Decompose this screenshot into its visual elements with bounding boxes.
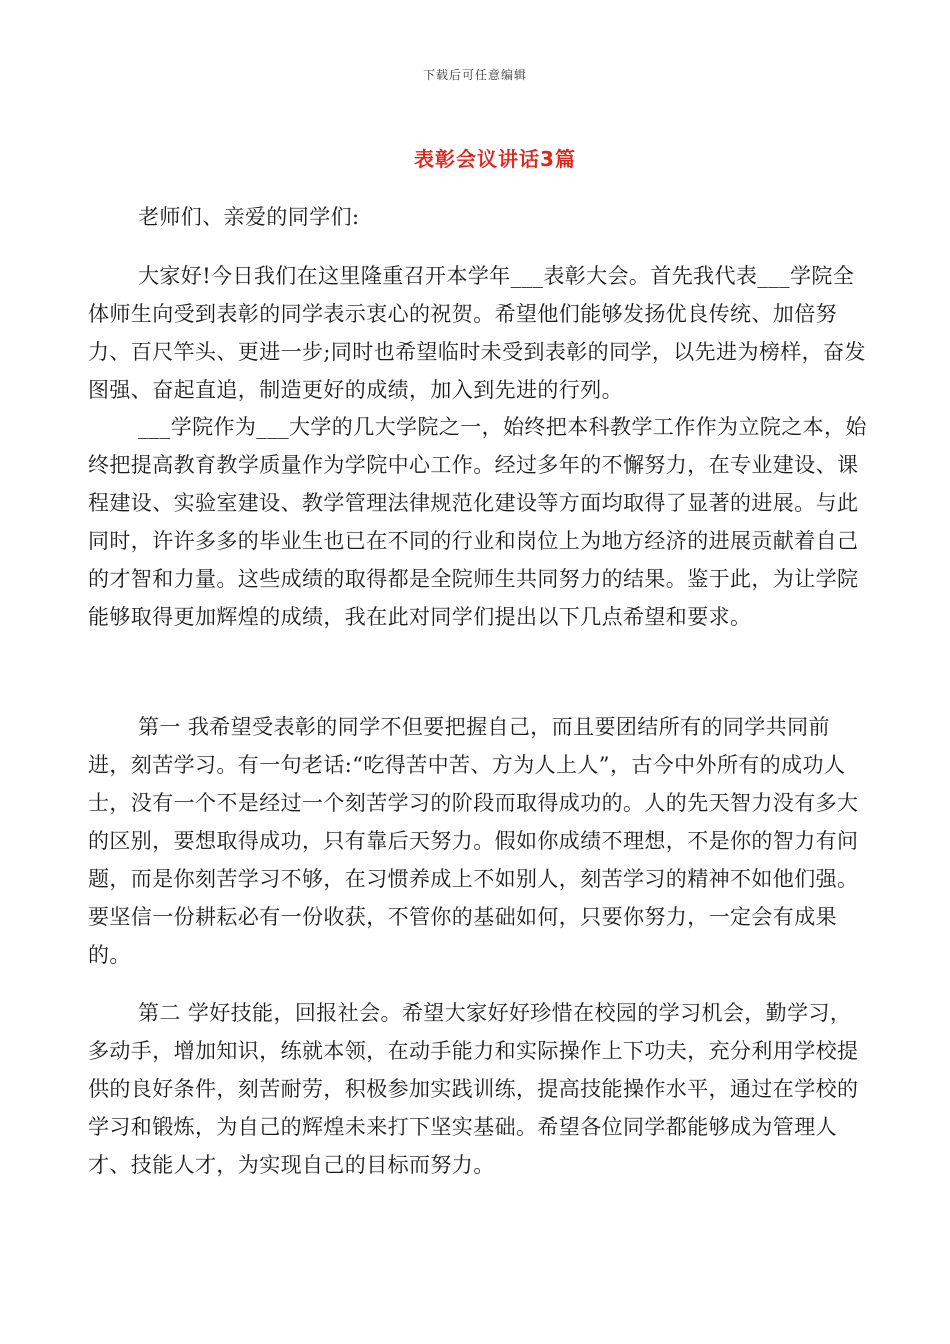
document-title: 表彰会议讲话3篇 [414, 147, 576, 171]
paragraph-3: 第一 我希望受表彰的同学不但要把握自己，而且要团结所有的同学共同前进，刻苦学习。有一句老话:“吃得苦中苦、方为人上人”，古今中外所有的成功人士，没有一个不是经过一个刻苦学习的阶段而取得成功的。人的先天智力没有多大的区别，要想取得成功，只有靠后天努力。假如你成绩不理想，不是你的智力有问题，而是你刻苦学习不够，在习惯养成上不如别人，刻苦学习的精神不如他们强。要坚信一份耕耘必有一份收获，不管你的基础如何，只要你努力，一定会有成果的。 [88, 715, 859, 967]
greeting: 老师们、亲爱的同学们: [138, 205, 360, 229]
paragraph-2: ___学院作为___大学的几大学院之一，始终把本科教学工作作为立院之本，始终把提高教育教学质量作为学院中心工作。经过多年的不懈努力，在专业建设、课程建设、实验室建设、教学管理法律规范化建设等方面均取得了显著的进展。与此同时，许许多多的毕业生也已在不同的行业和岗位上为地方经济的进展贡献着自己的才智和力量。这些成绩的取得都是全院师生共同努力的结果。鉴于此，为让学院能够取得更加辉煌的成绩，我在此对同学们提出以下几点希望和要求。 [88, 415, 867, 629]
header-note: 下载后可任意编辑 [422, 68, 527, 82]
paragraph-4: 第二 学好技能，回报社会。希望大家好好珍惜在校园的学习机会，勤学习，多动手，增加知识，练就本领，在动手能力和实际操作上下功夫，充分利用学校提供的良好条件，刻苦耐劳，积极参加实践训练，提高技能操作水平，通过在学校的学习和锻炼，为自己的辉煌未来打下坚实基础。希望各位同学都能够成为管理人才、技能人才，为实现自己的目标而努力。 [88, 1001, 859, 1177]
paragraph-1: 大家好!今日我们在这里隆重召开本学年___表彰大会。首先我代表___学院全体师生向受到表彰的同学表示衷心的祝贺。希望他们能够发扬优良传统、加倍努力、百尺竿头、更进一步;同时也希望临时未受到表彰的同学，以先进为榜样，奋发图强、奋起直追，制造更好的成绩，加入到先进的行列。 [88, 264, 866, 402]
